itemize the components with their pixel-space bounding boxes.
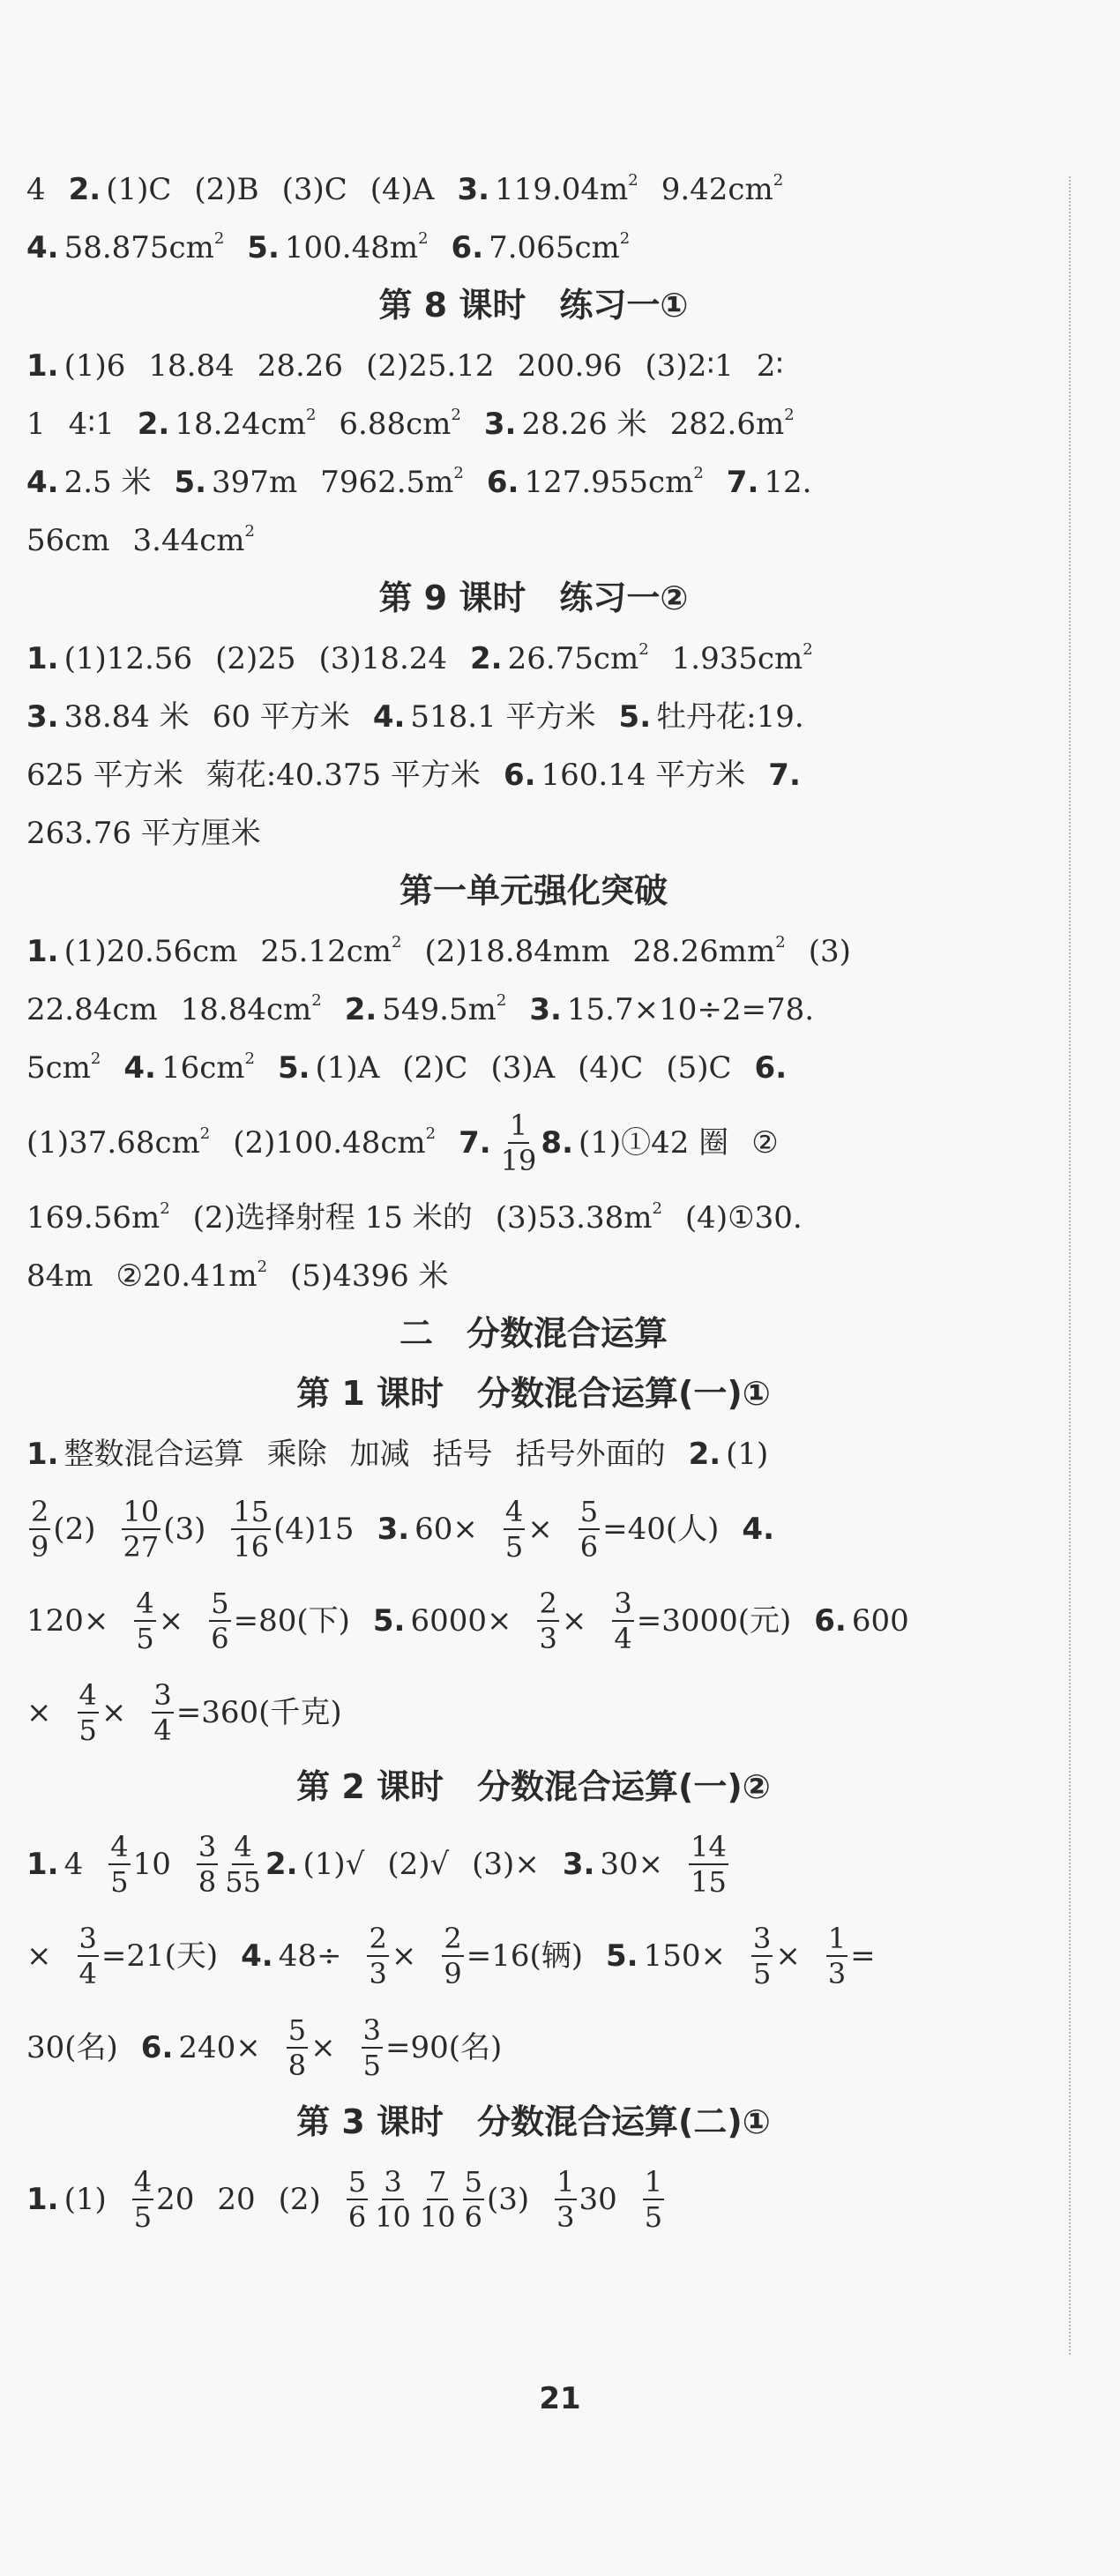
answer-text: 20	[156, 2182, 195, 2217]
answer-text: 18.84	[148, 348, 235, 384]
answer-line	[26, 1817, 1041, 1908]
question-number: 7.	[459, 1125, 491, 1161]
answer-text: (1)12.56	[63, 641, 193, 676]
answer-text: $3.44cm^2$	[132, 522, 255, 558]
answer-line	[26, 1423, 1041, 1482]
question-number: 2.	[68, 172, 101, 207]
answer-text: 括号外面的	[515, 1437, 666, 1472]
numerator: 2	[31, 1495, 49, 1528]
answer-text: 菊花:40.375 平方米	[205, 758, 481, 793]
answer-line	[26, 921, 1041, 979]
denominator: 3	[539, 1622, 557, 1655]
answer-text: (3)2∶1	[645, 348, 734, 384]
answer-line	[26, 1665, 1041, 1757]
question-number: 5.	[174, 465, 207, 500]
answer-text: (2)B	[194, 172, 259, 207]
answer-text: 牡丹花:19.	[656, 699, 804, 735]
numerator: 3	[362, 2013, 381, 2047]
answer-text: (1)	[726, 1437, 769, 1472]
fraction	[418, 2165, 458, 2234]
answer-text: ×	[310, 2030, 336, 2065]
question-number: 3.	[483, 407, 517, 442]
answer-text: $16cm^2$	[161, 1049, 255, 1086]
answer-text: 2.5 米	[63, 465, 152, 500]
numerator: 2	[444, 1922, 462, 1955]
answer-text: ×	[561, 1603, 587, 1639]
section-heading: 第 9 课时 练习一②	[378, 579, 689, 617]
fraction	[209, 1587, 230, 1655]
answer-line	[26, 1482, 1041, 1573]
answer-text: $6.88cm^2$	[339, 406, 461, 442]
fraction	[362, 2013, 383, 2082]
answer-line	[26, 510, 1041, 568]
question-number: 3.	[26, 699, 59, 735]
answer-text: =21(天)	[101, 1938, 219, 1974]
fraction	[197, 1830, 218, 1899]
denominator: 10	[419, 2200, 456, 2234]
answer-text: 6000×	[410, 1603, 512, 1639]
fraction	[504, 1495, 525, 1564]
question-number: 1.	[26, 2182, 59, 2217]
answer-text: 4	[26, 172, 46, 207]
answer-text: ×	[26, 1695, 52, 1730]
answer-text: =40(人)	[602, 1512, 720, 1547]
answer-text: 加减	[349, 1437, 410, 1472]
denominator: 5	[362, 2049, 381, 2082]
denominator: 5	[644, 2200, 663, 2234]
answer-text: $100.48m^2$	[284, 229, 429, 265]
fraction	[134, 1587, 155, 1655]
section-heading: 第 8 课时 练习一①	[378, 286, 689, 325]
answer-text: 84m	[26, 1258, 93, 1294]
answer-text: 397m	[212, 465, 298, 500]
answer-line	[26, 744, 1041, 803]
question-number: 5.	[372, 1603, 406, 1639]
answer-text: 60 平方米	[212, 699, 350, 735]
answer-text: (1)	[63, 2182, 107, 2217]
answer-text: (2)25.12	[366, 348, 495, 384]
denominator: 19	[500, 1144, 537, 1177]
answer-line	[26, 1187, 1041, 1245]
denominator: 27	[123, 1530, 160, 1564]
numerator: 5	[287, 2013, 307, 2047]
denominator: 5	[133, 2200, 153, 2234]
answer-text: ×	[775, 1938, 801, 1974]
answer-text: (5)4396 米	[290, 1258, 449, 1294]
numerator: 1	[556, 2165, 575, 2199]
numerator: 3	[198, 1830, 217, 1863]
question-number: 2.	[470, 641, 503, 676]
fraction	[373, 2165, 413, 2234]
answer-text: $58.875cm^2$	[63, 229, 225, 265]
answer-page	[26, 159, 1041, 2244]
question-number: 1.	[26, 1847, 59, 1882]
answer-text: $26.75cm^2$	[507, 640, 649, 676]
answer-line	[26, 1037, 1041, 1095]
question-number: 4.	[241, 1938, 273, 1974]
answer-line	[26, 1095, 1041, 1187]
answer-text: ×	[527, 1512, 553, 1547]
answer-text: $7962.5m^2$	[320, 464, 464, 500]
answer-text: =	[850, 1938, 876, 1974]
answer-text: ×	[101, 1695, 127, 1730]
question-number: 5.	[277, 1050, 310, 1086]
numerator: 5	[347, 2165, 367, 2199]
answer-text: $18.84cm^2$	[180, 991, 322, 1027]
numerator: 4	[136, 1587, 154, 1620]
section-heading: 第 3 课时 分数混合运算(二)①	[296, 2102, 771, 2141]
answer-text: 200.96	[517, 348, 623, 384]
answer-text: =16(辆)	[466, 1938, 583, 1974]
answer-text: 整数混合运算	[63, 1437, 244, 1472]
answer-text: (1)①42 圈	[578, 1125, 729, 1161]
denominator: 16	[233, 1530, 270, 1564]
question-number: 2.	[137, 407, 170, 442]
answer-text: (5)C	[666, 1050, 732, 1086]
answer-line	[26, 452, 1041, 510]
answer-line	[26, 979, 1041, 1037]
question-number: 3.	[562, 1847, 595, 1882]
answer-text: =360(千克)	[175, 1695, 342, 1730]
answer-text: 括号	[432, 1437, 493, 1472]
margin-divider	[1069, 176, 1071, 2355]
answer-text: 240×	[178, 2030, 261, 2065]
denominator: 6	[464, 2200, 482, 2234]
answer-line	[26, 335, 1041, 393]
fraction	[826, 1922, 847, 1990]
question-number: 6.	[140, 2030, 174, 2065]
answer-text: 518.1 平方米	[410, 699, 596, 735]
answer-text: $282.6m^2$	[669, 406, 795, 442]
section-heading: 第一单元强化突破	[399, 871, 668, 910]
question-number: 4.	[742, 1512, 774, 1547]
denominator: 5	[110, 1865, 129, 1899]
answer-text: (2)25	[215, 641, 296, 676]
fraction	[751, 1922, 773, 1990]
fraction	[579, 1495, 600, 1564]
fraction	[29, 1495, 50, 1564]
answer-text: (3)	[808, 934, 851, 969]
answer-text: $119.04m^2$	[495, 171, 638, 207]
numerator: 7	[429, 2165, 447, 2199]
answer-text: 乘除	[266, 1437, 327, 1472]
answer-text: 28.26 米	[521, 407, 647, 442]
denominator: 4	[153, 1714, 172, 1747]
question-number: 3.	[457, 172, 490, 207]
denominator: 3	[369, 1957, 387, 1990]
question-number: 1.	[26, 348, 59, 384]
numerator: 4	[133, 2165, 153, 2199]
answer-text: (3)A	[490, 1050, 556, 1086]
question-number: 5.	[618, 699, 652, 735]
section-heading: 第 1 课时 分数混合运算(一)①	[296, 1374, 771, 1413]
numerator: 2	[369, 1922, 387, 1955]
answer-text: 1	[26, 407, 46, 442]
question-number: 3.	[377, 1512, 410, 1547]
answer-text: $(1)37.68cm^2$	[26, 1124, 211, 1161]
answer-text: (4)15	[273, 1512, 355, 1547]
question-number: 6.	[503, 758, 536, 793]
numerator: 14	[691, 1830, 727, 1863]
question-number: 4.	[372, 699, 406, 735]
answer-text: (3)	[163, 1512, 206, 1547]
numerator: 1	[509, 1109, 528, 1142]
answer-text: $5cm^2$	[26, 1049, 101, 1086]
answer-text: 20	[217, 2182, 256, 2217]
answer-text: 600	[851, 1603, 909, 1639]
question-number: 4.	[26, 465, 59, 500]
answer-text: 15.7×10÷2=78.	[566, 992, 815, 1027]
numerator: 3	[614, 1587, 632, 1620]
question-number: 5.	[247, 230, 280, 265]
answer-text: 28.26	[257, 348, 344, 384]
denominator: 9	[444, 1957, 462, 1990]
answer-line	[26, 628, 1041, 686]
numerator: 15	[233, 1495, 270, 1528]
numerator: 5	[464, 2165, 482, 2199]
answer-line	[26, 393, 1041, 452]
fraction	[78, 1678, 99, 1747]
question-number: 6.	[451, 230, 484, 265]
answer-text: $9.42cm^2$	[661, 171, 784, 207]
numerator: 4	[110, 1830, 129, 1863]
answer-text: $28.26mm^2$	[632, 933, 786, 969]
answer-text: $25.12cm^2$	[260, 933, 402, 969]
denominator: 8	[287, 2049, 307, 2082]
answer-text: =3000(元)	[636, 1603, 792, 1639]
question-number: 2.	[265, 1847, 298, 1882]
question-number: 3.	[529, 992, 562, 1027]
fraction	[537, 1587, 558, 1655]
denominator: 55	[225, 1865, 261, 1899]
question-number: 6.	[814, 1603, 847, 1639]
answer-text: 60×	[414, 1512, 478, 1547]
numerator: 1	[644, 2165, 663, 2199]
answer-text: ×	[158, 1603, 184, 1639]
answer-text: $549.5m^2$	[382, 991, 507, 1027]
denominator: 9	[31, 1530, 49, 1564]
denominator: 3	[556, 2200, 575, 2234]
denominator: 5	[752, 1957, 772, 1990]
answer-text: $18.24cm^2$	[175, 406, 317, 442]
question-number: 7.	[768, 758, 801, 793]
answer-text: 12.	[764, 465, 812, 500]
question-number: 1.	[26, 641, 59, 676]
answer-text: 48÷	[278, 1938, 342, 1974]
fraction	[122, 1495, 161, 1564]
answer-text: ②	[751, 1125, 779, 1161]
question-number: 2.	[688, 1437, 721, 1472]
answer-text: (2)√	[387, 1847, 450, 1882]
fraction	[287, 2013, 308, 2082]
denominator: 8	[198, 1865, 217, 1899]
answer-text: $②20.41m^2$	[116, 1258, 268, 1294]
numerator: 3	[384, 2165, 402, 2199]
fraction	[555, 2165, 576, 2234]
numerator: 10	[123, 1495, 160, 1528]
section-heading: 二 分数混合运算	[399, 1314, 668, 1353]
question-number: 1.	[26, 1437, 59, 1472]
answer-text: =90(名)	[385, 2030, 503, 2065]
question-number: 7.	[726, 465, 759, 500]
denominator: 4	[78, 1957, 97, 1990]
fraction	[108, 1830, 130, 1899]
answer-text: (2)	[278, 2182, 321, 2217]
answer-text: (2)选择射程 15 米的	[192, 1200, 473, 1236]
question-number: 4.	[26, 230, 59, 265]
answer-text: (1)6	[63, 348, 126, 384]
answer-text: (4)①30.	[684, 1200, 803, 1236]
answer-line	[26, 2152, 1041, 2244]
denominator: 6	[579, 1530, 599, 1564]
numerator: 3	[153, 1678, 172, 1712]
numerator: 4	[234, 1830, 252, 1863]
answer-text: (3)C	[281, 172, 347, 207]
numerator: 1	[827, 1922, 847, 1955]
answer-line	[26, 2000, 1041, 2092]
answer-text: 160.14 平方米	[541, 758, 746, 793]
fraction	[367, 1922, 388, 1990]
answer-text: 22.84cm	[26, 992, 158, 1027]
answer-text: 150×	[643, 1938, 726, 1974]
answer-line	[26, 803, 1041, 861]
question-number: 6.	[754, 1050, 788, 1086]
denominator: 6	[211, 1622, 229, 1655]
fraction	[499, 1109, 539, 1177]
answer-text: (1)√	[302, 1847, 365, 1882]
fraction	[132, 2165, 153, 2234]
question-number: 6.	[486, 465, 519, 500]
answer-text: =80(下)	[233, 1603, 350, 1639]
answer-text: ×	[391, 1938, 417, 1974]
answer-text: 56cm	[26, 523, 110, 558]
answer-text: 120×	[26, 1603, 109, 1639]
answer-text: (1)C	[106, 172, 172, 207]
question-number: 8.	[541, 1125, 573, 1161]
answer-text: (2)18.84mm	[424, 934, 610, 969]
fraction	[78, 1922, 99, 1990]
denominator: 10	[375, 2200, 411, 2234]
fraction	[347, 2165, 368, 2234]
answer-text: (3)×	[472, 1847, 540, 1882]
answer-text: 38.84 米	[63, 699, 190, 735]
numerator: 5	[579, 1495, 599, 1528]
answer-text: (4)C	[578, 1050, 644, 1086]
fraction	[223, 1830, 263, 1899]
answer-text: (1)A	[315, 1050, 380, 1086]
answer-text: 263.76 平方厘米	[26, 816, 261, 851]
numerator: 4	[504, 1495, 524, 1528]
answer-text: (4)A	[370, 172, 435, 207]
denominator: 5	[78, 1714, 97, 1747]
answer-line	[26, 1908, 1041, 2000]
section-heading: 第 2 课时 分数混合运算(一)②	[296, 1767, 771, 1806]
question-number: 1.	[26, 934, 59, 969]
answer-line	[26, 1573, 1041, 1665]
question-number: 5.	[605, 1938, 638, 1974]
numerator: 3	[78, 1922, 97, 1955]
answer-text: (3)18.24	[318, 641, 448, 676]
denominator: 5	[136, 1622, 154, 1655]
answer-text: $127.955cm^2$	[524, 464, 704, 500]
answer-text: $169.56m^2$	[26, 1199, 170, 1236]
numerator: 2	[539, 1587, 557, 1620]
answer-text: (1)20.56cm	[63, 934, 238, 969]
answer-line	[26, 1245, 1041, 1303]
denominator: 3	[827, 1957, 847, 1990]
denominator: 6	[347, 2200, 367, 2234]
denominator: 5	[504, 1530, 524, 1564]
answer-text: 4	[63, 1847, 84, 1882]
answer-text: (2)C	[402, 1050, 468, 1086]
answer-line	[26, 159, 1041, 217]
question-number: 4.	[123, 1050, 156, 1086]
question-number: 2.	[344, 992, 377, 1027]
fraction	[643, 2165, 664, 2234]
answer-text: 30	[579, 2182, 617, 2217]
numerator: 5	[211, 1587, 229, 1620]
answer-text: 30(名)	[26, 2030, 118, 2065]
fraction	[442, 1922, 463, 1990]
numerator: 3	[752, 1922, 772, 1955]
denominator: 4	[614, 1622, 632, 1655]
fraction	[152, 1678, 173, 1747]
numerator: 4	[78, 1678, 97, 1712]
fraction	[231, 1495, 271, 1564]
fraction	[689, 1830, 728, 1899]
answer-text: 2∶	[756, 348, 784, 384]
answer-text: 4∶1	[68, 407, 115, 442]
answer-text: ×	[26, 1938, 52, 1974]
answer-line	[26, 686, 1041, 744]
fraction	[612, 1587, 633, 1655]
answer-text: (3)	[486, 2182, 530, 2217]
answer-text: (2)	[53, 1512, 96, 1547]
answer-text: $(2)100.48cm^2$	[233, 1124, 437, 1161]
answer-text: $7.065cm^2$	[489, 229, 631, 265]
answer-text: 625 平方米	[26, 758, 183, 793]
answer-text: $(3)53.38m^2$	[495, 1199, 662, 1236]
answer-text: $1.935cm^2$	[671, 640, 813, 676]
fraction	[463, 2165, 484, 2234]
page-number: 21	[539, 2381, 581, 2416]
denominator: 15	[691, 1865, 727, 1899]
answer-line	[26, 217, 1041, 275]
answer-text: 10	[132, 1847, 171, 1882]
answer-text: 30×	[600, 1847, 664, 1882]
